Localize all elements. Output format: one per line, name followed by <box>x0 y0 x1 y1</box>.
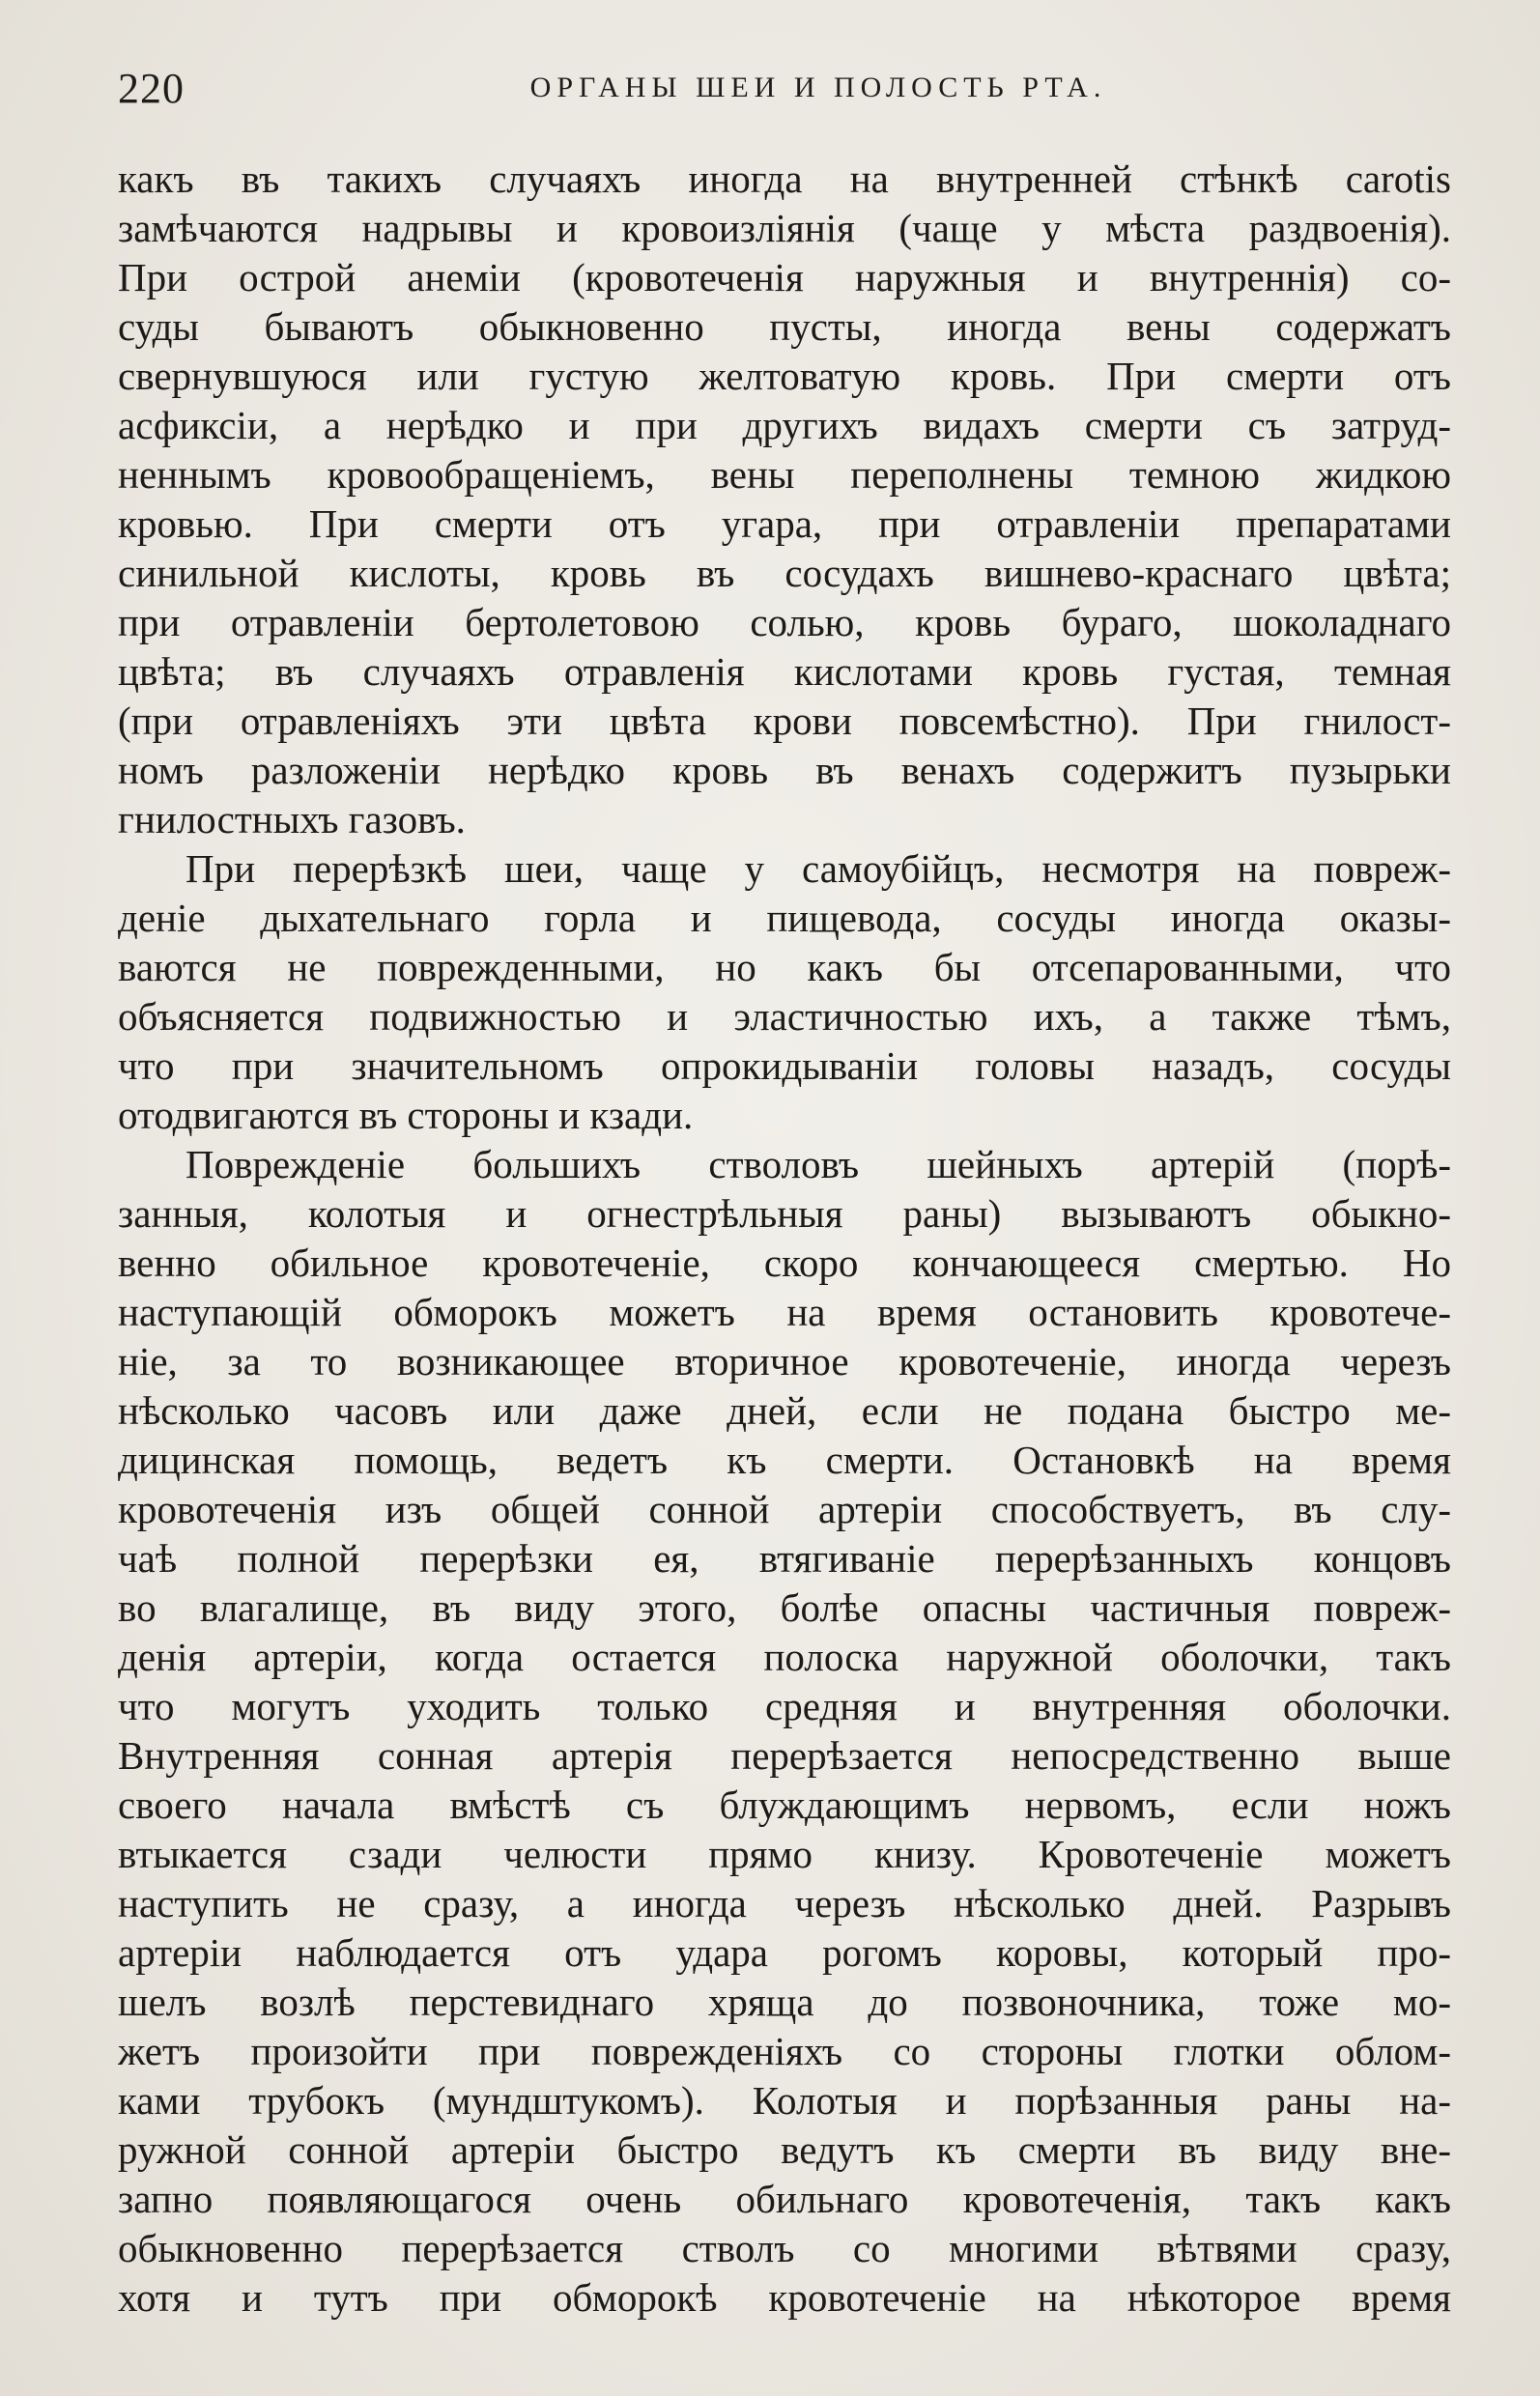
text-line: венно обильное кровотеченiе, скоро кончающееся смертью. Но <box>118 1241 1451 1285</box>
text-line: отодвигаются въ стороны и кзади. <box>118 1093 694 1137</box>
text-line: цвѣта; въ случаяхъ отравленiя кислотами кровь густая, темная <box>118 649 1451 694</box>
text-line: номъ разложенiи нерѣдко кровь въ венахъ содержитъ пузырьки <box>118 748 1451 792</box>
text-line: обыкновенно перерѣзается стволъ со многими вѣтвями сразу, <box>118 2226 1451 2270</box>
text-line: замѣчаются надрывы и кровоизлiянiя (чаще у мѣста раздвоенiя). <box>118 206 1451 250</box>
text-line: что могутъ уходить только средняя и внутренняя оболочки. <box>118 1684 1451 1728</box>
text-line: денiя артерiи, когда остается полоска наружной оболочки, такъ <box>118 1635 1451 1679</box>
page-number: 220 <box>118 65 185 112</box>
text-line: Поврежденiе большихъ стволовъ шейныхъ артерiй (порѣ- <box>185 1142 1451 1186</box>
text-line: нiе, за то возникающее вторичное кровотеченiе, иногда черезъ <box>118 1339 1451 1383</box>
text-line: При острой анемiи (кровотеченiя наружныя и внутреннiя) со- <box>118 255 1451 300</box>
text-line: ваются не поврежденными, но какъ бы отсепарованными, что <box>118 945 1451 989</box>
text-line: ружной сонной артерiи быстро ведутъ къ смерти въ виду вне- <box>118 2127 1451 2172</box>
text-line: объясняется подвижностью и эластичностью ихъ, а также тѣмъ, <box>118 994 1451 1039</box>
text-line: Внутренняя сонная артерiя перерѣзается непосредственно выше <box>118 1733 1451 1778</box>
text-line: ками трубокъ (мундштукомъ). Колотыя и порѣзанныя раны на- <box>118 2078 1451 2123</box>
text-line: запно появляющагося очень обильнаго кровотеченiя, такъ какъ <box>118 2177 1451 2221</box>
text-line: чаѣ полной перерѣзки ея, втягиванiе перерѣзанныхъ концовъ <box>118 1536 1451 1581</box>
text-line: втыкается сзади челюсти прямо книзу. Кровотеченiе можетъ <box>118 1832 1451 1876</box>
text-line: кровотеченiя изъ общей сонной артерiи способствуетъ, въ слу- <box>118 1487 1451 1531</box>
text-line: шелъ возлѣ перстевиднаго хряща до позвоночника, тоже мо- <box>118 1980 1451 2024</box>
text-line: жетъ произойти при поврежденiяхъ со стороны глотки облом- <box>118 2029 1451 2073</box>
text-line: занныя, колотыя и огнестрѣльныя раны) вызываютъ обыкно- <box>118 1191 1451 1236</box>
text-line: во влагалище, въ виду этого, болѣе опасны частичныя повреж- <box>118 1585 1451 1630</box>
text-line: неннымъ кровообращенiемъ, вены переполнены темною жидкою <box>118 452 1451 497</box>
text-line: при отравленiи бертолетовою солью, кровь бураго, шоколаднаго <box>118 600 1451 644</box>
text-line: гнилостныхъ газовъ. <box>118 797 466 841</box>
text-line: кровью. При смерти отъ угара, при отравленiи препаратами <box>118 501 1451 546</box>
text-line: свернувшуюся или густую желтоватую кровь. При смерти отъ <box>118 354 1451 398</box>
text-line: дицинская помощь, ведетъ къ смерти. Остановкѣ на время <box>118 1438 1451 1482</box>
text-line: суды бываютъ обыкновенно пусты, иногда вены содержатъ <box>118 304 1451 349</box>
text-line: При перерѣзкѣ шеи, чаще у самоубiйцъ, несмотря на повреж- <box>185 846 1451 891</box>
text-line: своего начала вмѣстѣ съ блуждающимъ нервомъ, если ножъ <box>118 1783 1451 1827</box>
body-text <box>118 155 1451 2323</box>
text-line: (при отравленiяхъ эти цвѣта крови повсемѣстно). При гнилост- <box>118 699 1451 743</box>
text-line: асфиксiи, а нерѣдко и при другихъ видахъ смерти съ затруд- <box>118 403 1451 447</box>
text-line: нѣсколько часовъ или даже дней, если не подана быстро ме- <box>118 1388 1451 1433</box>
running-head <box>118 60 1451 118</box>
text-line: хотя и тутъ при обморокѣ кровотеченiе на нѣкоторое время <box>118 2275 1451 2320</box>
text-line: артерiи наблюдается отъ удара рогомъ коровы, который про- <box>118 1930 1451 1975</box>
text-line: что при значительномъ опрокидыванiи головы назадъ, сосуды <box>118 1043 1451 1088</box>
text-line: денiе дыхательнаго горла и пищевода, сосуды иногда оказы- <box>118 896 1451 940</box>
text-line: синильной кислоты, кровь въ сосудахъ вишнево-краснаго цвѣта; <box>118 551 1451 595</box>
text-line: наступить не сразу, а иногда черезъ нѣсколько дней. Разрывъ <box>118 1881 1451 1925</box>
text-line: какъ въ такихъ случаяхъ иногда на внутренней стѣнкѣ carotis <box>118 157 1451 201</box>
text-line: наступающiй обморокъ можетъ на время остановить кровотече- <box>118 1290 1451 1334</box>
chapter-title: ОРГАНЫ ШЕИ И ПОЛОСТЬ РТА. <box>529 71 1107 103</box>
